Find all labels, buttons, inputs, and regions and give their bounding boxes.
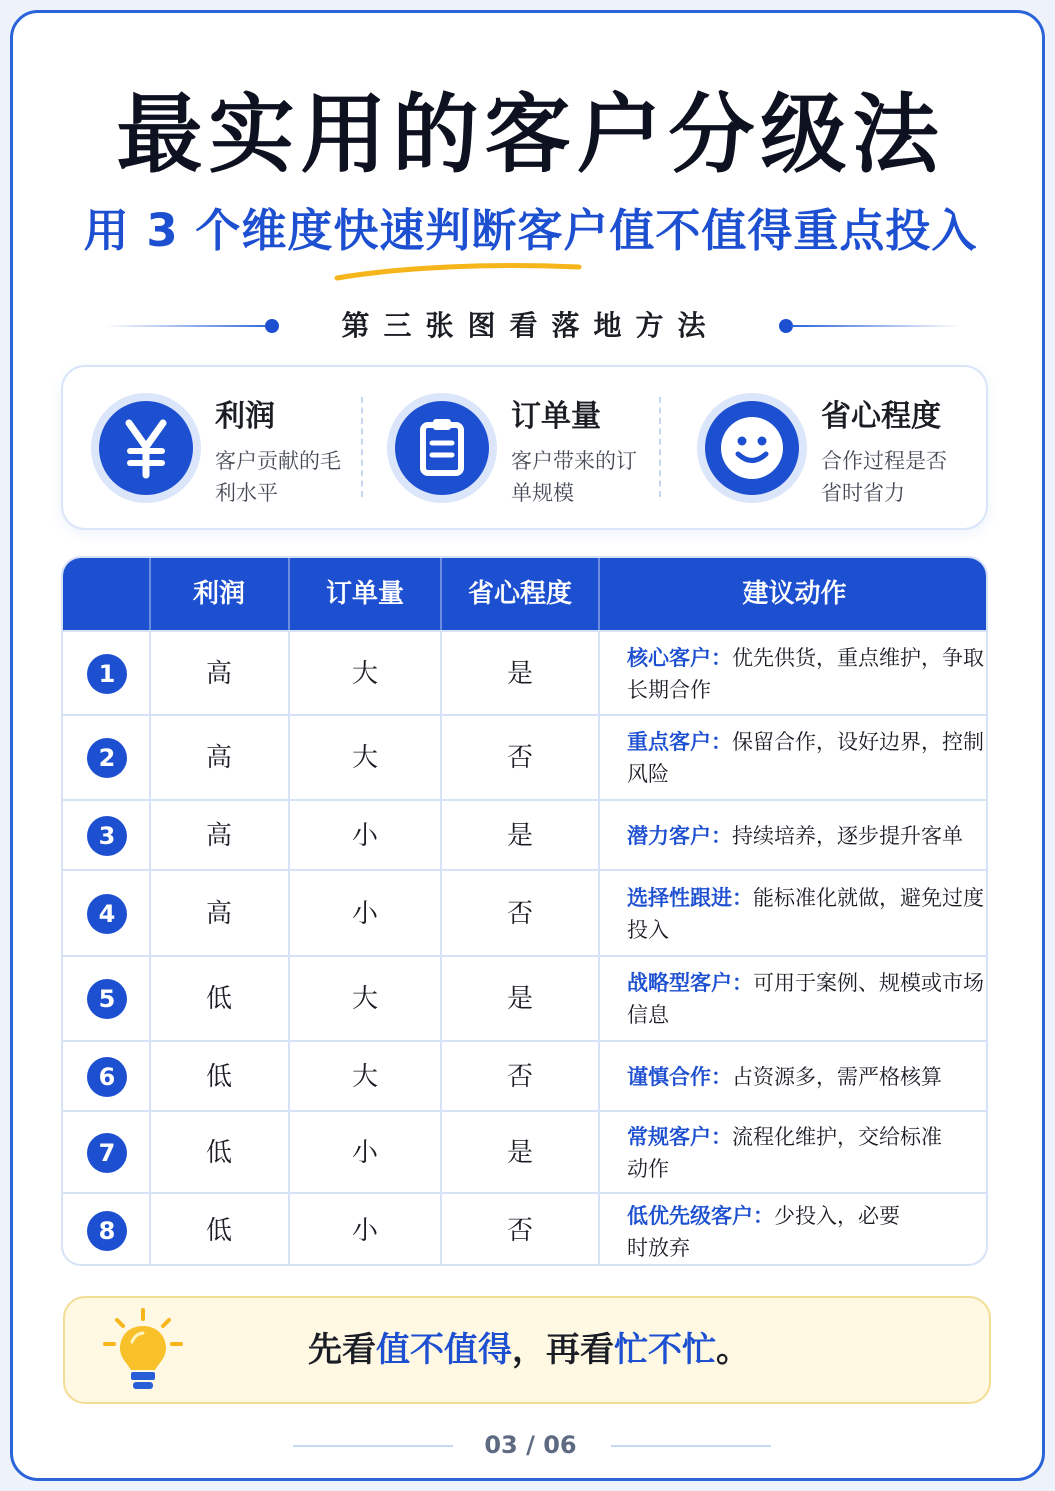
tip-text-part: 先看 bbox=[308, 1330, 376, 1370]
row-number-badge: 7 bbox=[87, 1133, 127, 1173]
action-tag: 重点客户： bbox=[627, 730, 732, 754]
row-number-badge: 8 bbox=[87, 1211, 127, 1251]
table-header bbox=[63, 558, 988, 630]
action-text: 保留合作，设好边界，控制风险 bbox=[627, 730, 984, 786]
cell-orders: 小 bbox=[351, 821, 378, 851]
table-row bbox=[63, 799, 988, 869]
cell-profit: 高 bbox=[205, 821, 232, 851]
dimension-ease bbox=[705, 367, 975, 528]
clipboard-icon bbox=[395, 401, 489, 495]
tip-text-part: ，再看 bbox=[512, 1330, 614, 1370]
cell-orders: 小 bbox=[351, 1138, 378, 1168]
cell-action bbox=[627, 967, 987, 1031]
cell-ease: 否 bbox=[506, 1062, 533, 1092]
underline-swoosh bbox=[333, 261, 583, 283]
cell-profit: 低 bbox=[205, 1062, 232, 1092]
row-number-badge: 5 bbox=[87, 979, 127, 1019]
action-text: 可用于案例、规模或市场信息 bbox=[627, 971, 984, 1027]
cell-ease: 是 bbox=[506, 984, 533, 1014]
page-indicator bbox=[13, 1425, 1048, 1465]
table-row bbox=[63, 1192, 988, 1266]
cell-ease: 是 bbox=[506, 659, 533, 689]
table-row bbox=[63, 630, 988, 714]
cell-orders: 大 bbox=[351, 984, 378, 1014]
action-tag: 潜力客户： bbox=[627, 824, 732, 848]
action-text: 优先供货，重点维护，争取长期合作 bbox=[627, 646, 984, 702]
classification-table bbox=[61, 556, 988, 1266]
cell-profit: 高 bbox=[205, 899, 232, 929]
cell-orders: 大 bbox=[351, 659, 378, 689]
dimension-title: 利润 bbox=[215, 399, 275, 434]
cell-profit: 高 bbox=[205, 659, 232, 689]
table-row bbox=[63, 869, 988, 955]
action-tag: 核心客户： bbox=[627, 646, 732, 670]
table-row bbox=[63, 1110, 988, 1192]
cell-profit: 低 bbox=[205, 984, 232, 1014]
cell-ease: 否 bbox=[506, 899, 533, 929]
action-text: 流程化维护，交给标准动作 bbox=[627, 1125, 942, 1181]
header-separator bbox=[440, 558, 442, 630]
cell-profit: 低 bbox=[205, 1138, 232, 1168]
row-number-badge: 2 bbox=[87, 738, 127, 778]
page-number: 03 / 06 bbox=[484, 1431, 577, 1459]
header-separator bbox=[288, 558, 290, 630]
action-tag: 谨慎合作： bbox=[627, 1065, 732, 1089]
section-label: 第三张图看落地方法 bbox=[341, 309, 720, 342]
table-row bbox=[63, 1040, 988, 1110]
table-row bbox=[63, 955, 988, 1040]
cell-action bbox=[627, 642, 987, 706]
tip-highlight: 忙不忙 bbox=[614, 1330, 716, 1370]
row-number-badge: 6 bbox=[87, 1057, 127, 1097]
header-action: 建议动作 bbox=[742, 579, 847, 609]
smiley-icon bbox=[705, 401, 799, 495]
poster-card bbox=[10, 10, 1045, 1481]
cell-ease: 否 bbox=[506, 743, 533, 773]
cell-ease: 是 bbox=[506, 821, 533, 851]
header-orders: 订单量 bbox=[325, 579, 404, 609]
row-number-badge: 4 bbox=[87, 894, 127, 934]
dimensions-panel bbox=[61, 365, 988, 530]
cell-action bbox=[627, 820, 988, 852]
action-tag: 常规客户： bbox=[627, 1125, 732, 1149]
dimension-title: 订单量 bbox=[511, 399, 601, 434]
dimension-desc: 客户贡献的毛利水平 bbox=[215, 449, 341, 505]
pager-line-right bbox=[611, 1445, 771, 1447]
row-number-badge: 1 bbox=[87, 654, 127, 694]
header-separator bbox=[598, 558, 600, 630]
cell-ease: 是 bbox=[506, 1138, 533, 1168]
action-tag: 低优先级客户： bbox=[627, 1204, 774, 1228]
tip-banner bbox=[63, 1296, 991, 1404]
table-row bbox=[63, 714, 988, 799]
yen-icon bbox=[99, 401, 193, 495]
cell-orders: 大 bbox=[351, 743, 378, 773]
header-ease: 省心程度 bbox=[467, 579, 572, 609]
cell-action bbox=[627, 1061, 987, 1093]
cell-orders: 小 bbox=[351, 1216, 378, 1246]
page-subtitle: 用 3 个维度快速判断客户值不值得重点投入 bbox=[83, 204, 978, 257]
cell-orders: 小 bbox=[351, 899, 378, 929]
tip-text bbox=[65, 1326, 993, 1374]
action-text: 占资源多，需严格核算 bbox=[732, 1065, 942, 1089]
cell-profit: 高 bbox=[205, 743, 232, 773]
cell-ease: 否 bbox=[506, 1216, 533, 1246]
dimension-profit bbox=[99, 367, 359, 528]
action-text: 少投入，必要时放弃 bbox=[627, 1204, 900, 1260]
divider-line-right bbox=[791, 325, 961, 327]
action-tag: 战略型客户： bbox=[627, 971, 753, 995]
cell-action bbox=[627, 726, 987, 790]
section-divider bbox=[13, 303, 1048, 349]
dimension-desc: 合作过程是否省时省力 bbox=[821, 449, 947, 505]
action-tag: 选择性跟进： bbox=[627, 886, 753, 910]
dimension-separator bbox=[659, 397, 661, 497]
header-separator bbox=[149, 558, 151, 630]
cell-action bbox=[627, 1200, 907, 1264]
action-text: 能标准化就做，避免过度投入 bbox=[627, 886, 984, 942]
page-title: 最实用的客户分级法 bbox=[116, 85, 945, 185]
cell-action bbox=[627, 882, 987, 946]
dimension-orders bbox=[395, 367, 655, 528]
tip-highlight: 值不值得 bbox=[376, 1330, 512, 1370]
header-profit: 利润 bbox=[192, 579, 245, 609]
dimension-title: 省心程度 bbox=[821, 399, 941, 434]
cell-orders: 大 bbox=[351, 1062, 378, 1092]
tip-text-part: 。 bbox=[716, 1330, 750, 1370]
dimension-desc: 客户带来的订单规模 bbox=[511, 449, 637, 505]
action-text: 持续培养，逐步提升客单 bbox=[732, 824, 963, 848]
dimension-separator bbox=[361, 397, 363, 497]
cell-action bbox=[627, 1121, 947, 1185]
row-number-badge: 3 bbox=[87, 816, 127, 856]
cell-profit: 低 bbox=[205, 1216, 232, 1246]
